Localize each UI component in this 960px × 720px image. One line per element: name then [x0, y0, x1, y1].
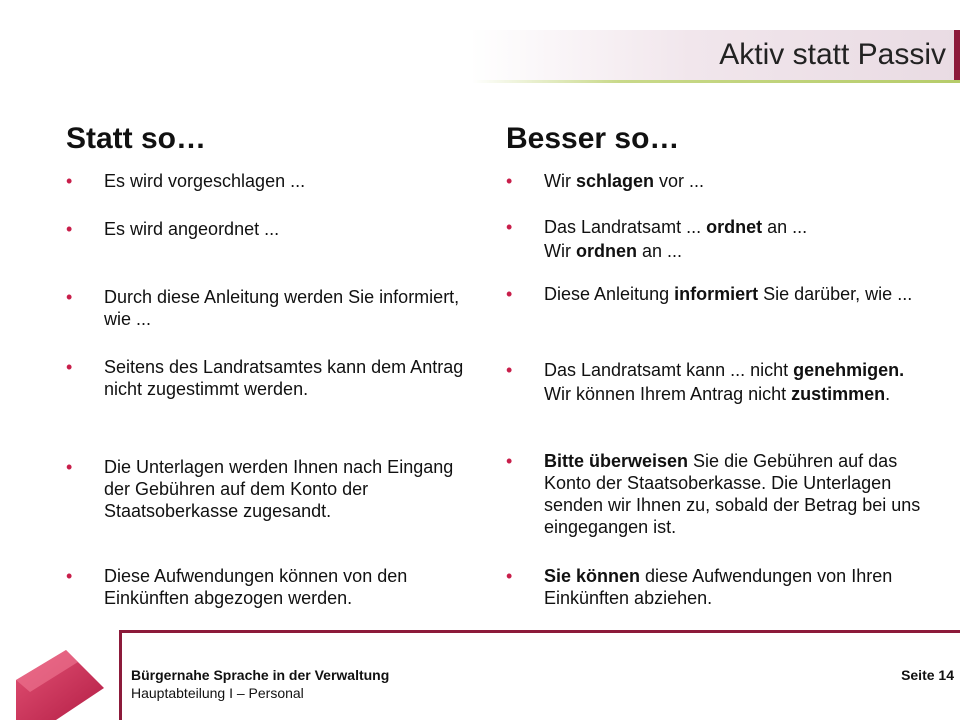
bullet-icon: • — [66, 566, 73, 586]
right-item-continuation — [544, 240, 924, 262]
left-column-heading: Statt so… — [66, 122, 207, 155]
rich-text — [544, 241, 682, 261]
footer-vertical-divider — [119, 630, 122, 720]
emphasis-text: ordnet — [706, 217, 763, 237]
body-text: Diese Anleitung — [544, 284, 675, 304]
rich-text — [544, 566, 892, 608]
rich-text — [544, 360, 904, 404]
body-text: an ... — [636, 241, 683, 261]
body-text: Das Landratsamt ... — [544, 217, 707, 237]
emphasis-text: schlagen — [575, 171, 655, 191]
bullet-icon: • — [66, 457, 73, 477]
right-item — [506, 358, 936, 406]
left-item: • Diese Aufwendungen können von den Einkünften abgezogen werden. — [66, 566, 408, 608]
body-text: an ... — [762, 217, 808, 237]
slide-title: Aktiv statt Passiv — [719, 38, 946, 71]
right-item — [506, 450, 936, 538]
body-text: Das Landratsamt kann ... nicht — [544, 360, 794, 380]
body-text: diese Aufwendungen von Ihren Einkünften abziehen. — [544, 566, 893, 608]
right-item — [506, 283, 936, 305]
emphasis-text: genehmigen. — [793, 360, 905, 380]
body-text: Wir — [544, 241, 576, 261]
bullet-icon: • — [66, 287, 73, 307]
bullet-icon: • — [506, 171, 513, 191]
right-item — [506, 216, 926, 238]
rich-text — [544, 171, 704, 191]
bullet-icon: • — [66, 171, 73, 191]
body-text: Wir können Ihrem Antrag nicht — [544, 384, 792, 404]
left-item: • Seitens des Landratsamtes kann dem Antrag nicht zugestimmt werden. — [66, 357, 464, 399]
emphasis-text: Sie können — [544, 566, 641, 586]
logo-letter: M — [88, 699, 105, 720]
right-item — [506, 565, 936, 609]
page-number: Seite 14 — [901, 667, 954, 683]
emphasis-text: zustimmen — [791, 384, 886, 404]
rich-text — [544, 451, 920, 537]
body-text: . — [885, 384, 891, 404]
bullet-icon: • — [506, 284, 513, 304]
body-text: Sie die Gebühren auf das Konto der Staatsoberkasse. Die Unterlagen senden wir Ihnen zu, sobald der Betrag bei uns eingegangen ist. — [544, 451, 921, 537]
bullet-icon: • — [506, 566, 513, 586]
title-accent-bar — [954, 30, 960, 80]
footer-subtitle: Hauptabteilung I – Personal — [131, 685, 304, 701]
body-text: Wir — [544, 171, 576, 191]
left-item: • Durch diese Anleitung werden Sie informiert, wie ... — [66, 287, 460, 329]
body-text: Sie darüber, wie ... — [758, 284, 913, 304]
rich-text — [544, 284, 912, 304]
title-underline — [472, 80, 960, 83]
bullet-icon: • — [66, 219, 73, 239]
right-item — [506, 170, 926, 192]
bullet-icon: • — [506, 217, 513, 237]
right-column-heading: Besser so… — [506, 122, 680, 155]
emphasis-text: Bitte überweisen — [544, 451, 689, 471]
left-item: • Die Unterlagen werden Ihnen nach Eingang der Gebühren auf dem Konto der Staatsoberkasse zugesandt. — [66, 457, 454, 521]
bullet-icon: • — [506, 451, 513, 471]
bullet-icon: • — [66, 357, 73, 377]
emphasis-text: ordnen — [575, 241, 637, 261]
footer-divider — [119, 630, 960, 633]
bullet-icon: • — [506, 360, 513, 380]
body-text: vor ... — [654, 171, 705, 191]
organization-logo-icon — [8, 640, 118, 720]
emphasis-text: informiert — [674, 284, 759, 304]
left-item: • Es wird angeordnet ... — [66, 219, 280, 239]
left-item: • Es wird vorgeschlagen ... — [66, 171, 306, 191]
rich-text — [544, 217, 807, 237]
footer-title: Bürgernahe Sprache in der Verwaltung — [131, 667, 390, 683]
